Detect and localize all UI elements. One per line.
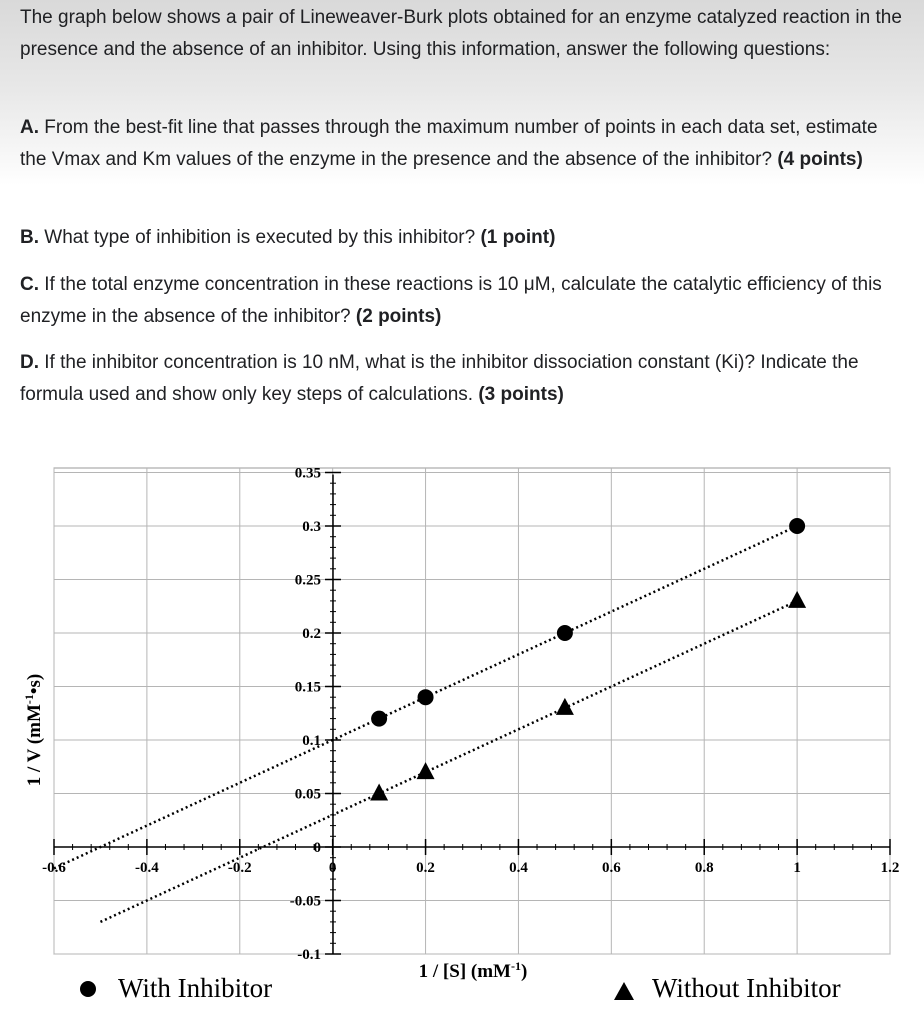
- question-intro: The graph below shows a pair of Lineweaver-Burk plots obtained for an enzyme catalyzed reaction in the presence and the absence of an inhibitor. Using this information, answer the following questions:: [20, 7, 902, 60]
- part-d-points: (3 points): [478, 383, 564, 405]
- part-b-text: What type of inhibition is executed by this inhibitor?: [39, 227, 481, 248]
- part-c-text: If the total enzyme concentration in these reactions is 10 μM, calculate the catalytic efficiency of this enzyme in the absence of the inhibitor?: [20, 274, 882, 327]
- question-part-d: [20, 347, 904, 410]
- x-tick-label: -0.4: [135, 860, 159, 876]
- y-tick-label: 0.1: [302, 733, 321, 749]
- legend-triangle-marker: [614, 982, 634, 1000]
- x-tick-label: 0.4: [509, 860, 528, 876]
- y-tick-label: 0.35: [294, 465, 321, 482]
- legend-without-inhibitor: Without Inhibitor: [652, 973, 841, 1003]
- part-a-text: From the best-fit line that passes through the maximum number of points in each data set, estimate the Vmax and Km values of the enzyme in the presence and the absence of the inhibitor?: [20, 117, 878, 170]
- y-tick-label: 0.15: [294, 679, 321, 696]
- x-tick-label: -0.6: [42, 860, 66, 876]
- y-tick-label: 0: [313, 840, 321, 856]
- x-tick-label: 1.2: [880, 860, 900, 876]
- x-tick-label: 0.2: [416, 860, 435, 876]
- y-tick-label: 0.05: [294, 786, 321, 803]
- data-point-with-inhibitor: [557, 625, 573, 641]
- question-part-c: [20, 269, 904, 332]
- question-part-b: [20, 222, 904, 254]
- part-d-text: If the inhibitor concentration is 10 nM, what is the inhibitor dissociation constant (Ki)? Indicate the formula used and show only key steps of calculations.: [20, 352, 859, 405]
- y-axis-title: 1 / V $(mM^{-1}•s)$: [22, 673, 45, 787]
- plot-area: [54, 465, 890, 954]
- part-b-points: (1 point): [480, 227, 556, 248]
- y-tick-label: -0.1: [297, 947, 321, 963]
- part-c-points: (2 points): [355, 305, 442, 327]
- x-axis-title: 1 / [S] $(mM^{-1})$: [418, 959, 528, 982]
- legend-with-inhibitor: With Inhibitor: [118, 973, 273, 1003]
- y-tick-label: -0.05: [289, 893, 321, 910]
- y-tick-label: 0.3: [302, 519, 321, 535]
- question-part-a: [20, 112, 904, 175]
- part-a-letter: A.: [20, 117, 39, 138]
- x-tick-label: 0.8: [694, 860, 714, 876]
- legend-circle-marker: [80, 981, 96, 997]
- x-tick-label: 1: [793, 860, 801, 876]
- y-tick-label: 0.2: [302, 626, 321, 642]
- part-d-letter: D.: [20, 352, 39, 373]
- lineweaver-burk-chart: [0, 430, 924, 1024]
- part-b-letter: B.: [20, 227, 39, 248]
- data-point-with-inhibitor: [371, 711, 387, 727]
- x-tick-label: 0.6: [601, 860, 621, 876]
- y-tick-label: 0.25: [294, 572, 321, 589]
- x-tick-label: -0.2: [227, 860, 252, 876]
- x-tick-label: 0: [328, 860, 337, 876]
- part-a-points: (4 points): [777, 148, 863, 170]
- data-point-with-inhibitor: [418, 689, 434, 705]
- question-panel: [0, 0, 924, 430]
- part-c-letter: C.: [20, 274, 39, 295]
- data-point-with-inhibitor: [789, 518, 805, 534]
